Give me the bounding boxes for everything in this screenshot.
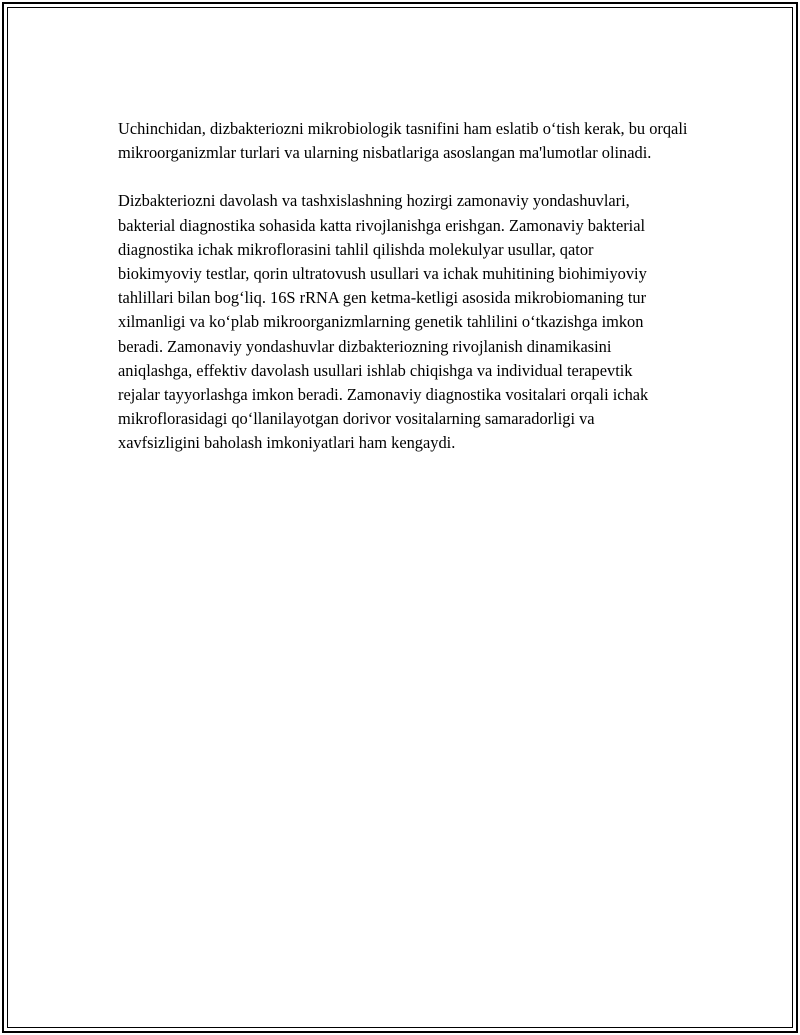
paragraph-2: Dizbakteriozni davolash va tashxislashning hozirgi zamonaviy yondashuvlari, bakterial diagnostika sohasida katta rivojlanishga erishgan. Zamonaviy bakterial diagnostika ichak mikroflorasini tahlil qilishda molekulyar usullar, qator biokimyoviy testlar, qorin ultratovush usullari va ichak muhitining biohimiyoviy tahlillari bilan bog‘liq. 16S rRNA gen ketma-ketligi asosida mikrobiomaning tur xilmanligi va ko‘plab mikroorganizmlarning genetik tahlilini o‘tkazishga imkon beradi. Zamonaviy yondashuvlar dizbakteriozning rivojlanish dinamikasini aniqlashga, effektiv davolash usullari ishlab chiqishga va individual terapevtik rejalar tayyorlashga imkon beradi. Zamonaviy diagnostika vositalari orqali ichak mikroflorasidagi qo‘llanilayotgan dorivor vositalarning samaradorligi va xavfsizligini baholash imkoniyatlari ham kengaydi. xyxy=(118,191,649,453)
document-body xyxy=(118,117,698,456)
paragraph-1: Uchinchidan, dizbakteriozni mikrobiologik tasnifini ham eslatib o‘tish kerak, bu orqali mikroorganizmlar turlari va ularning nisbatlariga asoslangan ma'lumotlar olinadi. xyxy=(118,119,688,163)
